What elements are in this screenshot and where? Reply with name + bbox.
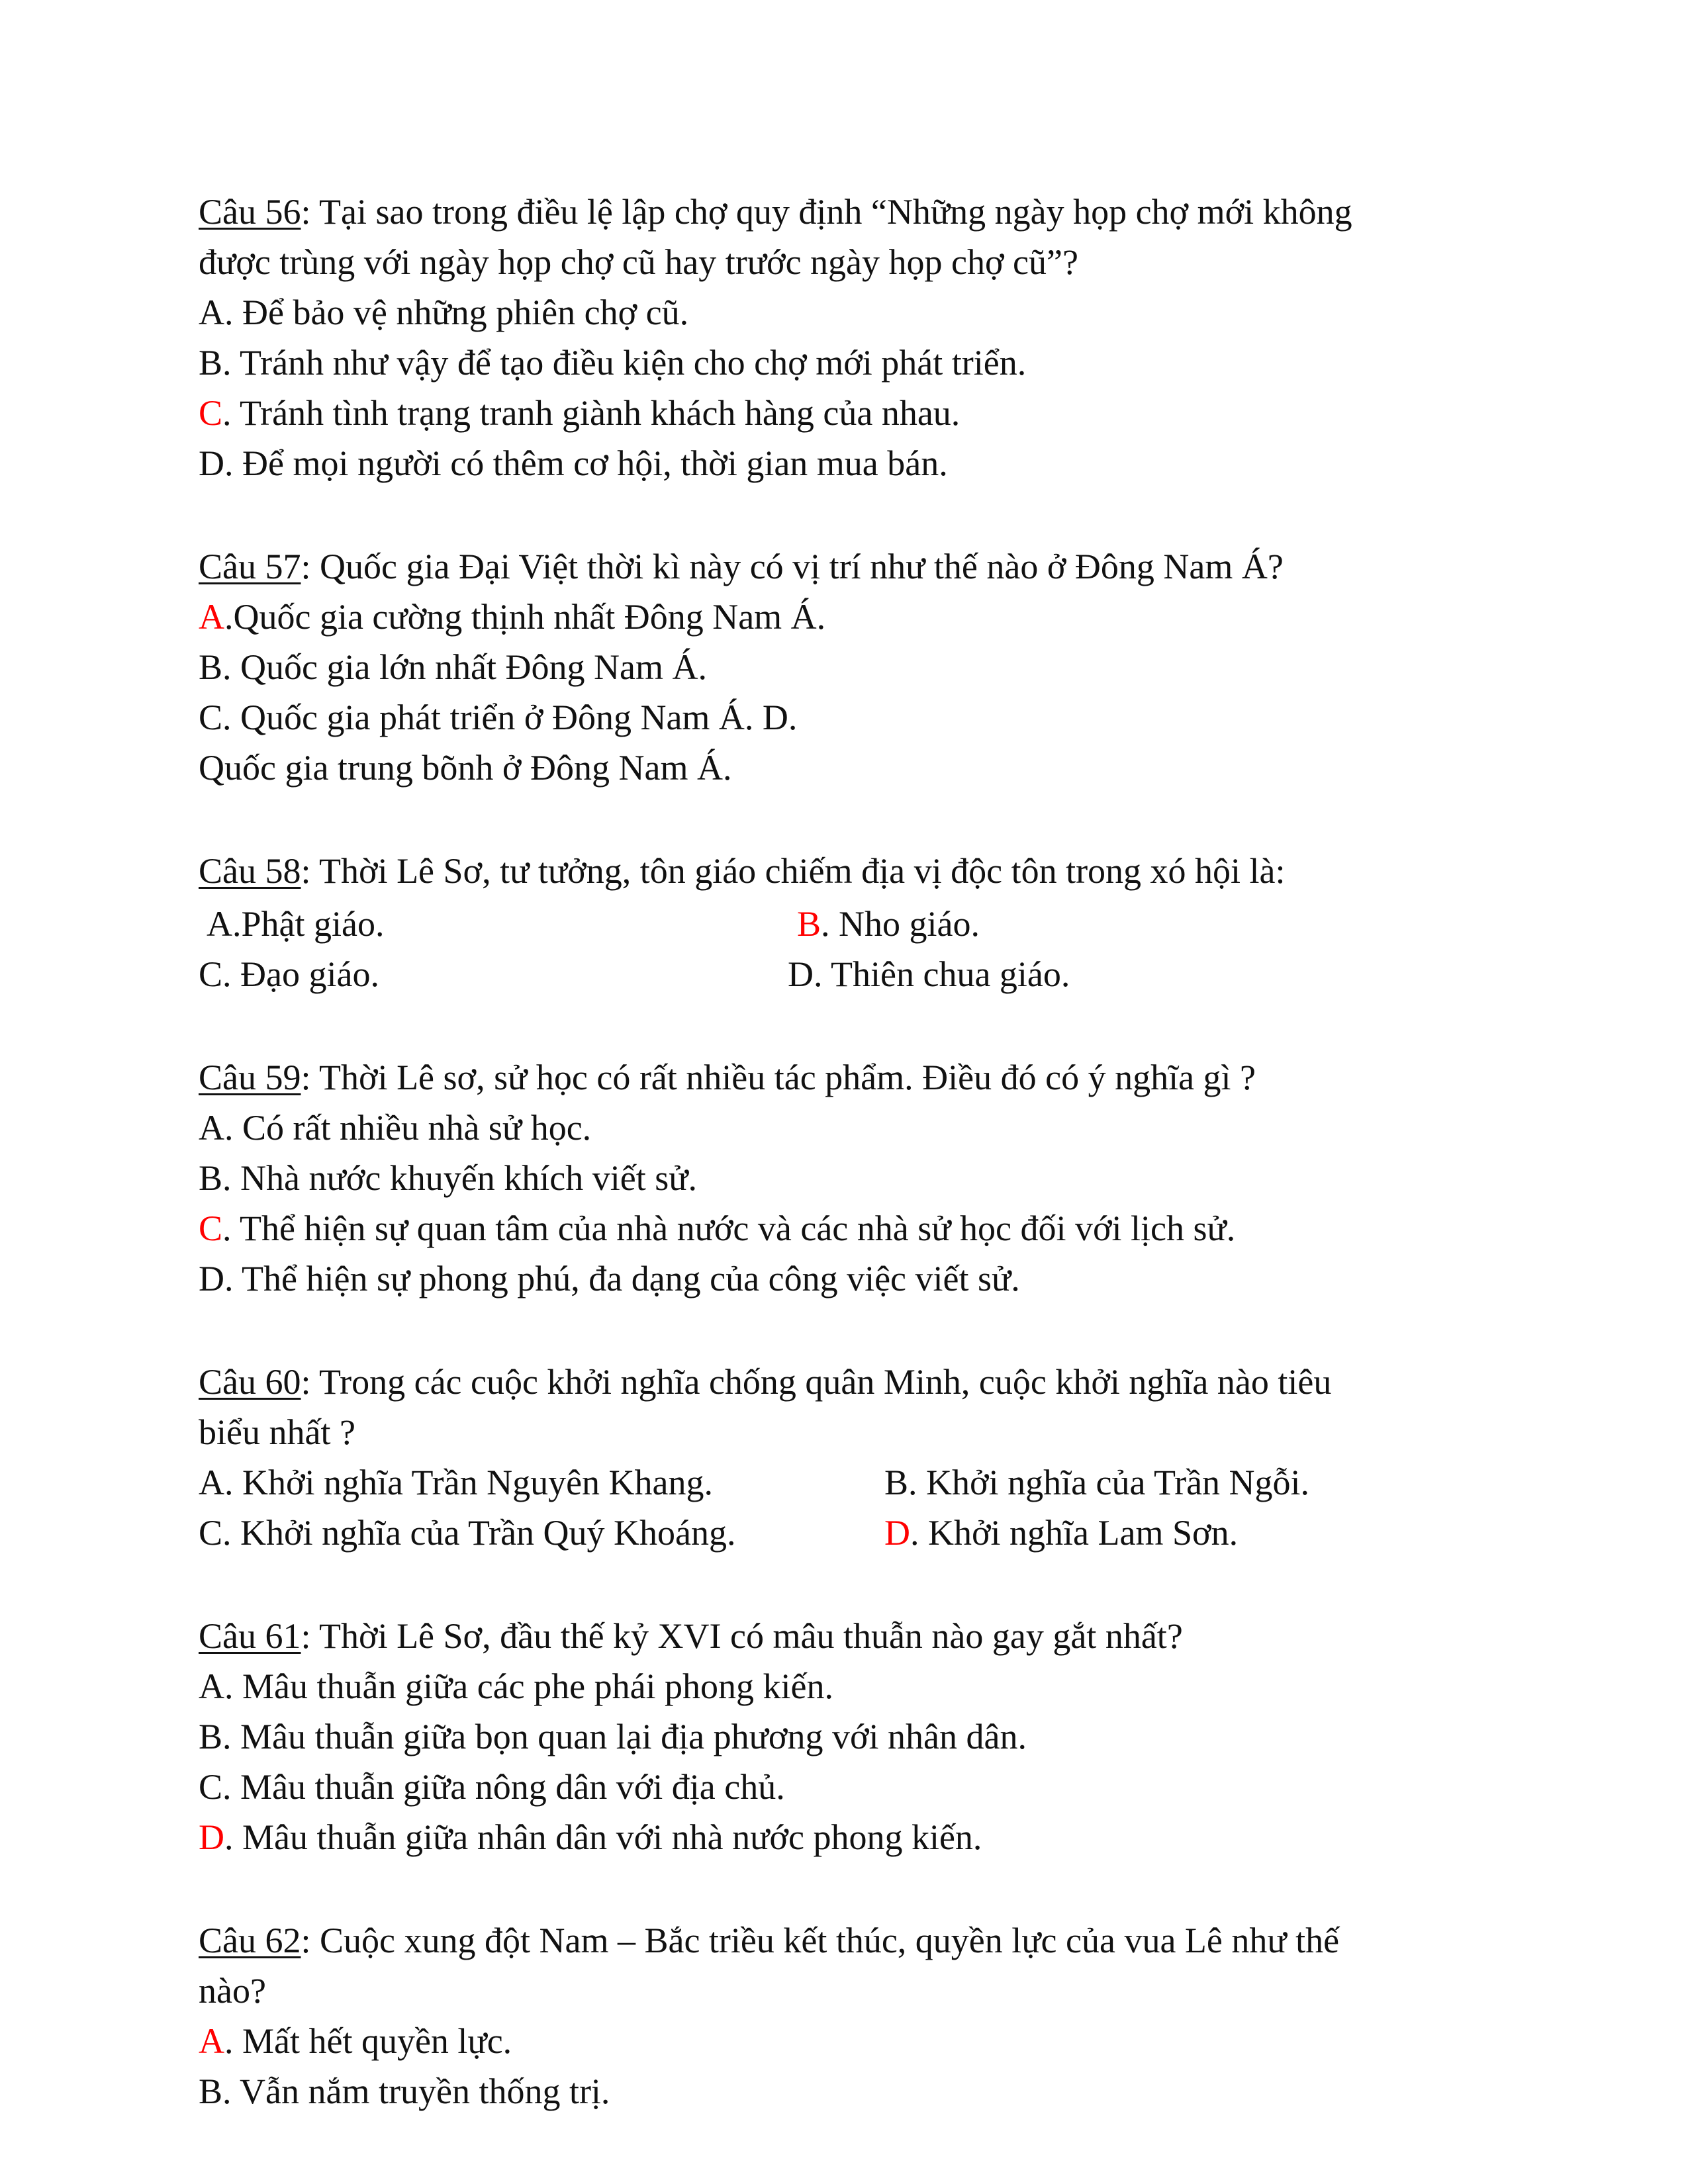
question-61-option-d	[199, 1812, 982, 1862]
option-text: . Khởi nghĩa Lam Sơn.	[910, 1513, 1239, 1553]
question-59-option-a	[199, 1103, 591, 1153]
question-57-option-a	[199, 592, 825, 642]
option-letter: B	[199, 2071, 223, 2111]
option-text: . Tránh như vậy để tạo điều kiện cho chợ mới phát triển.	[222, 343, 1027, 383]
option-text: . Nhà nước khuyến khích viết sử.	[222, 1158, 697, 1198]
question-56-stem-line-2: được trùng với ngày họp chợ cũ hay trước ngày họp chợ cũ”?	[199, 242, 1078, 282]
question-59-option-d	[199, 1253, 1020, 1304]
option-text: . Thiên chua giáo.	[814, 954, 1070, 994]
option-letter: C	[199, 698, 223, 737]
question-62-option-a	[199, 2016, 512, 2066]
question-58-stem-text: : Thời Lê Sơ, tư tưởng, tôn giáo chiếm địa vị độc tôn trong xó hội là:	[301, 851, 1286, 891]
question-59-number: Câu 59	[199, 1058, 301, 1097]
option-text: . Tránh tình trạng tranh giành khách hàng của nhau.	[222, 393, 961, 433]
question-57-stem	[199, 541, 1284, 592]
option-letter: B	[199, 647, 223, 687]
option-letter: D	[788, 954, 814, 994]
question-56-option-d	[199, 438, 948, 488]
option-text: . Để mọi người có thêm cơ hội, thời gian mua bán.	[224, 443, 948, 483]
option-text: .Quốc gia cường thịnh nhất Đông Nam Á.	[224, 597, 826, 637]
question-62-stem	[199, 1915, 1339, 1966]
question-58-option-d	[788, 949, 1070, 999]
question-60-option-a	[199, 1457, 713, 1508]
option-text: . Khởi nghĩa của Trần Ngỗi.	[908, 1463, 1310, 1502]
option-letter: B	[199, 1158, 223, 1198]
question-62-option-b	[199, 2066, 610, 2116]
question-58-stem	[199, 846, 1286, 896]
option-letter: D	[199, 1259, 224, 1298]
question-57-option-b	[199, 642, 707, 692]
question-59-stem-text: : Thời Lê sơ, sử học có rất nhiều tác phẩm. Điều đó có ý nghĩa gì ?	[301, 1058, 1256, 1097]
question-60-option-d	[884, 1508, 1238, 1558]
correct-option-letter: C	[199, 393, 223, 433]
question-58-number: Câu 58	[199, 851, 301, 891]
question-60-stem-line-2: biểu nhất ?	[199, 1412, 355, 1452]
question-61-stem-text: : Thời Lê Sơ, đầu thế kỷ XVI có mâu thuẫn nào gay gắt nhất?	[301, 1616, 1183, 1656]
question-57-stem-text: : Quốc gia Đại Việt thời kì này có vị trí như thế nào ở Đông Nam Á?	[301, 547, 1284, 586]
question-60-option-c	[199, 1508, 736, 1558]
option-text: . Mâu thuẫn giữa bọn quan lại địa phương với nhân dân.	[222, 1717, 1027, 1756]
question-59-option-c	[199, 1203, 1235, 1253]
option-text: . Quốc gia phát triển ở Đông Nam Á. D.	[222, 698, 798, 737]
option-letter: B	[884, 1463, 909, 1502]
option-text: . Khởi nghĩa Trần Nguyên Khang.	[224, 1463, 714, 1502]
question-58-option-c	[199, 949, 379, 999]
question-60-stem	[199, 1357, 1331, 1407]
question-62-number: Câu 62	[199, 1921, 301, 1960]
question-58-option-b	[797, 899, 980, 949]
option-text: .Phật giáo.	[232, 904, 385, 944]
option-text: . Nho giáo.	[821, 904, 980, 944]
question-60-number: Câu 60	[199, 1362, 301, 1402]
option-text: . Quốc gia lớn nhất Đông Nam Á.	[222, 647, 707, 687]
option-letter: C	[199, 954, 223, 994]
option-text: . Vẫn nắm truyền thống trị.	[222, 2071, 610, 2111]
option-text: . Đạo giáo.	[222, 954, 379, 994]
question-59-option-b	[199, 1153, 697, 1203]
question-61-stem	[199, 1611, 1183, 1661]
correct-option-letter: A	[199, 2021, 224, 2061]
correct-option-letter: D	[199, 1817, 224, 1857]
question-56-option-c	[199, 388, 960, 438]
option-letter: A	[199, 1108, 224, 1148]
option-letter: B	[199, 1717, 223, 1756]
option-letter: B	[199, 343, 223, 383]
question-61-option-b	[199, 1711, 1027, 1762]
option-text: . Mâu thuẫn giữa nông dân với địa chủ.	[222, 1767, 785, 1807]
option-letter: C	[199, 1767, 223, 1807]
question-60-stem-text: : Trong các cuộc khởi nghĩa chống quân Minh, cuộc khởi nghĩa nào tiêu	[301, 1362, 1332, 1402]
question-57-option-d: Quốc gia trung bõnh ở Đông Nam Á.	[199, 748, 732, 788]
option-letter: A	[207, 904, 232, 944]
question-60-option-b	[884, 1457, 1309, 1508]
question-61-number: Câu 61	[199, 1616, 301, 1656]
question-62-stem-line-2: nào?	[199, 1971, 266, 2011]
option-text: . Mâu thuẫn giữa nhân dân với nhà nước phong kiến.	[224, 1817, 982, 1857]
correct-option-letter: B	[797, 904, 821, 944]
option-text: . Thể hiện sự phong phú, đa dạng của công việc viết sử.	[224, 1259, 1020, 1298]
correct-option-letter: D	[884, 1513, 910, 1553]
option-letter: A	[199, 1666, 224, 1706]
question-58-option-a	[207, 899, 384, 949]
option-text: . Mâu thuẫn giữa các phe phái phong kiến.	[224, 1666, 834, 1706]
question-56-option-b	[199, 338, 1026, 388]
question-59-stem	[199, 1052, 1256, 1103]
correct-option-letter: C	[199, 1208, 223, 1248]
option-text: . Mất hết quyền lực.	[224, 2021, 512, 2061]
question-62-stem-text: : Cuộc xung đột Nam – Bắc triều kết thúc, quyền lực của vua Lê như thế	[301, 1921, 1340, 1960]
question-57-option-c	[199, 692, 797, 743]
option-text: . Có rất nhiều nhà sử học.	[224, 1108, 592, 1148]
question-56-stem	[199, 187, 1352, 237]
option-text: . Khởi nghĩa của Trần Quý Khoáng.	[222, 1513, 736, 1553]
question-56-number: Câu 56	[199, 192, 301, 232]
question-56-stem-line-1: : Tại sao trong điều lệ lập chợ quy định “Những ngày họp chợ mới không	[301, 192, 1352, 232]
question-61-option-a	[199, 1661, 833, 1711]
correct-option-letter: A	[199, 597, 224, 637]
option-letter: C	[199, 1513, 223, 1553]
option-text: . Thể hiện sự quan tâm của nhà nước và các nhà sử học đối với lịch sử.	[222, 1208, 1236, 1248]
question-61-option-c	[199, 1762, 785, 1812]
option-letter: A	[199, 1463, 224, 1502]
option-letter: A	[199, 293, 224, 332]
question-56-option-a	[199, 287, 688, 338]
question-57-number: Câu 57	[199, 547, 301, 586]
option-text: . Để bảo vệ những phiên chợ cũ.	[224, 293, 689, 332]
option-letter: D	[199, 443, 224, 483]
